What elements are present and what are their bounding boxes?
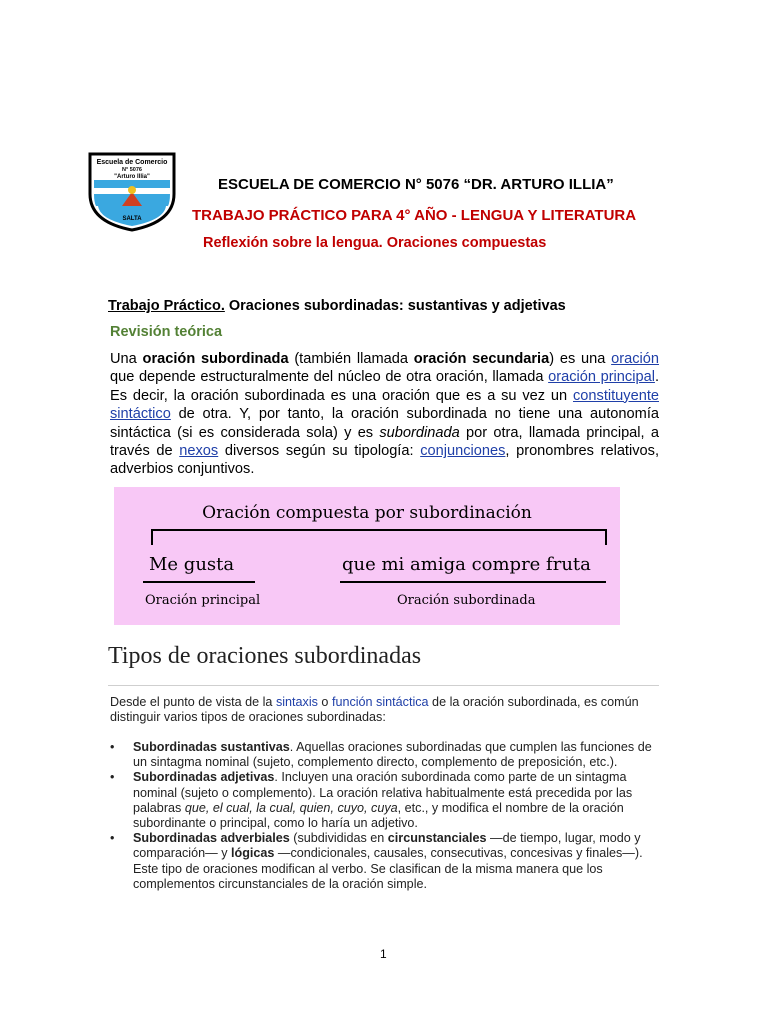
text-run: ) es una	[549, 351, 612, 367]
item-term: Subordinadas sustantivas	[133, 740, 290, 754]
types-list	[110, 740, 659, 892]
types-intro	[110, 695, 650, 725]
link-constituyente-sintactico[interactable]: constituyente sintáctico	[110, 387, 659, 423]
item-term: circunstanciales	[387, 831, 487, 846]
diagram-bracket	[151, 529, 607, 545]
link-oracion-principal[interactable]: oración principal	[548, 369, 655, 386]
logo-line-4: SALTA	[122, 216, 142, 222]
link-sintaxis[interactable]: sintaxis	[275, 695, 318, 709]
page-number: 1	[380, 947, 387, 961]
italic-term: subordinada	[379, 424, 460, 441]
section-title	[108, 298, 566, 314]
item-text: . Aquellas oraciones subordinadas que cumplen las funciones de un sintagma nominal (sujeto, complemento directo, complemento de preposición, etc.).	[133, 740, 652, 770]
item-term: lógicas	[231, 846, 275, 861]
bold-term: oración subordinada	[142, 351, 289, 367]
logo-line-3: "Arturo Illia"	[114, 174, 150, 180]
logo-line-2: N° 5076	[122, 167, 142, 173]
item-term: Subordinadas adjetivas	[133, 770, 275, 785]
text-run: diversos según su tipología:	[218, 443, 421, 460]
bold-term: oración secundaria	[413, 351, 550, 367]
main-clause-underline	[143, 581, 255, 583]
list-item	[110, 740, 659, 770]
logo-line-1: Escuela de Comercio	[96, 159, 168, 166]
text-run: . Es decir, la oración subordinada es una oración que es a su vez un	[110, 369, 659, 404]
school-crest-icon	[84, 150, 180, 232]
item-text: (subdivididas en	[289, 831, 388, 846]
item-text: —condicionales, causales, consecutivas, concesivas y finales—). Este tipo de oraciones modifican al verbo. Se clasifican de la misma manera que los complementos circunstanciales de la oración simple.	[133, 846, 643, 891]
bullet-icon: •	[110, 770, 115, 785]
item-term: Subordinadas adverbiales	[133, 831, 290, 846]
item-text: —de tiempo, lugar, modo y comparación— y	[133, 831, 641, 861]
divider	[108, 685, 659, 686]
assignment-subtitle: Reflexión sobre la lengua. Oraciones compuestas	[203, 235, 547, 251]
types-heading: Tipos de oraciones subordinadas	[108, 643, 422, 669]
item-text: . Incluyen una oración subordinada como parte de un sintagma nominal (sujeto o complemento). La oración relativa habitualmente está precedida por las palabras	[133, 770, 633, 815]
text-run: de la oración subordinada, es común distinguir varios tipos de oraciones subordinadas:	[110, 695, 639, 724]
item-italic: que, el cual, la cual, quien, cuyo, cuya	[184, 800, 398, 815]
section-heading: Revisión teórica	[110, 324, 223, 340]
sub-clause: que mi amiga compre fruta	[342, 554, 591, 575]
definition-paragraph	[110, 350, 659, 479]
link-nexos[interactable]: nexos	[179, 443, 219, 460]
section-title-rest: Oraciones subordinadas: sustantivas y adjetivas	[224, 298, 566, 314]
bullet-icon: •	[110, 831, 115, 846]
text-run: (también llamada	[288, 351, 414, 367]
text-run: Una	[110, 351, 143, 367]
text-run: , pronombres relativos, adverbios conjuntivos.	[110, 443, 659, 478]
sub-clause-label: Oración subordinada	[397, 593, 536, 608]
text-run: que depende estructuralmente del núcleo de otra oración, llamada	[110, 369, 549, 386]
diagram-title: Oración compuesta por subordinación	[202, 503, 532, 523]
list-item	[110, 770, 659, 831]
link-funcion-sintactica[interactable]: función sintáctica	[331, 695, 429, 709]
main-clause: Me gusta	[149, 554, 235, 575]
assignment-title: TRABAJO PRÁCTICO PARA 4° AÑO - LENGUA Y LITERATURA	[192, 207, 637, 224]
link-oracion[interactable]: oración	[611, 351, 659, 367]
link-conjunciones[interactable]: conjunciones	[420, 443, 506, 460]
bullet-icon: •	[110, 740, 115, 754]
text-run: por otra, llamada principal, a través de	[110, 424, 659, 460]
school-crest-svg	[84, 150, 180, 232]
item-text: , etc., y modifica el nombre de la oración subordinante o principal, como lo haría un adjetivo.	[133, 800, 624, 831]
sub-clause-underline	[340, 581, 606, 583]
text-run: o	[317, 695, 332, 709]
school-name: ESCUELA DE COMERCIO N° 5076 “DR. ARTURO ILLIA”	[218, 176, 614, 193]
section-title-prefix: Trabajo Práctico.	[108, 298, 225, 314]
list-item	[110, 831, 659, 892]
text-run: de otra. Y, por tanto, la oración subordinada no tiene una autonomía sintáctica (si es considerada sola) y es	[110, 406, 659, 441]
subordination-diagram	[114, 487, 620, 625]
text-run: Desde el punto de vista de la	[110, 695, 276, 709]
main-clause-label: Oración principal	[145, 593, 261, 608]
